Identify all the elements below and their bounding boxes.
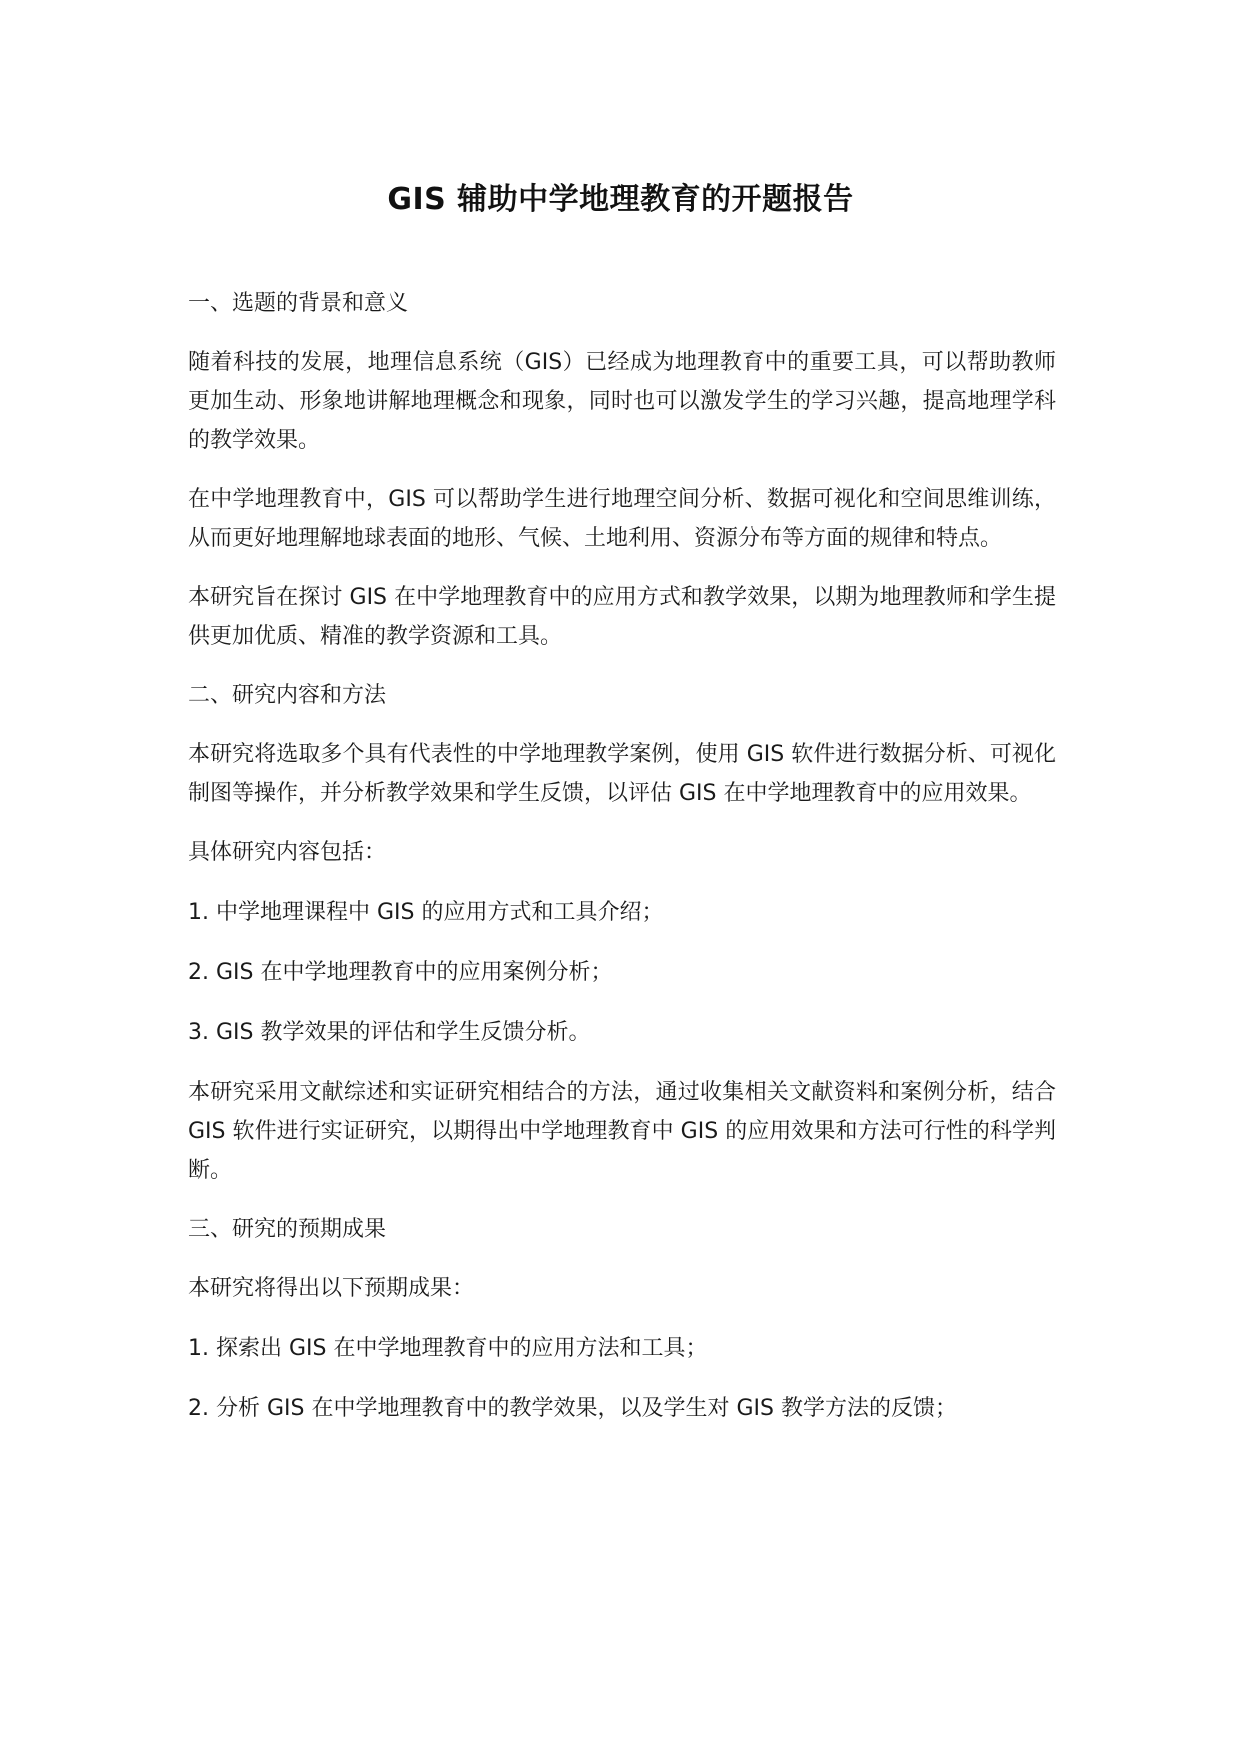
paragraph-research-intro: 本研究将选取多个具有代表性的中学地理教学案例，使用 GIS 软件进行数据分析、可视化制图等操作，并分析教学效果和学生反馈，以评估 GIS 在中学地理教育中的应用效果。: [188, 742, 1056, 806]
paragraph-background-1: 随着科技的发展，地理信息系统（GIS）已经成为地理教育中的重要工具，可以帮助教师更加生动、形象地讲解地理概念和现象，同时也可以激发学生的学习兴趣，提高地理学科的教学效果。: [188, 350, 1056, 453]
research-list-item-1: 1. 中学地理课程中 GIS 的应用方式和工具介绍；: [188, 900, 664, 925]
section-heading-content-method: 二、研究内容和方法: [188, 683, 387, 708]
document-body: [188, 284, 1056, 1449]
section-heading-expected-results: 三、研究的预期成果: [188, 1217, 387, 1242]
document-title: GIS 辅助中学地理教育的开题报告: [387, 182, 854, 217]
paragraph-background-2: 在中学地理教育中，GIS 可以帮助学生进行地理空间分析、数据可视化和空间思维训练，从而更好地理解地球表面的地形、气候、土地利用、资源分布等方面的规律和特点。: [188, 487, 1056, 551]
section-heading-background: 一、选题的背景和意义: [188, 291, 409, 316]
research-list-item-2: 2. GIS 在中学地理教育中的应用案例分析；: [188, 960, 613, 985]
research-list-item-3: 3. GIS 教学效果的评估和学生反馈分析。: [188, 1020, 591, 1045]
results-list-intro: 本研究将得出以下预期成果：: [188, 1276, 475, 1301]
research-list-intro: 具体研究内容包括：: [188, 840, 387, 865]
paragraph-background-3: 本研究旨在探讨 GIS 在中学地理教育中的应用方式和教学效果，以期为地理教师和学生提供更加优质、精准的教学资源和工具。: [188, 585, 1056, 649]
paragraph-research-method: 本研究采用文献综述和实证研究相结合的方法，通过收集相关文献资料和案例分析，结合 GIS 软件进行实证研究，以期得出中学地理教育中 GIS 的应用效果和方法可行性的科学判断。: [188, 1080, 1056, 1183]
results-list-item-1: 1. 探索出 GIS 在中学地理教育中的应用方法和工具；: [188, 1336, 708, 1361]
results-list-item-2: 2. 分析 GIS 在中学地理教育中的教学效果，以及学生对 GIS 教学方法的反馈；: [188, 1396, 957, 1421]
